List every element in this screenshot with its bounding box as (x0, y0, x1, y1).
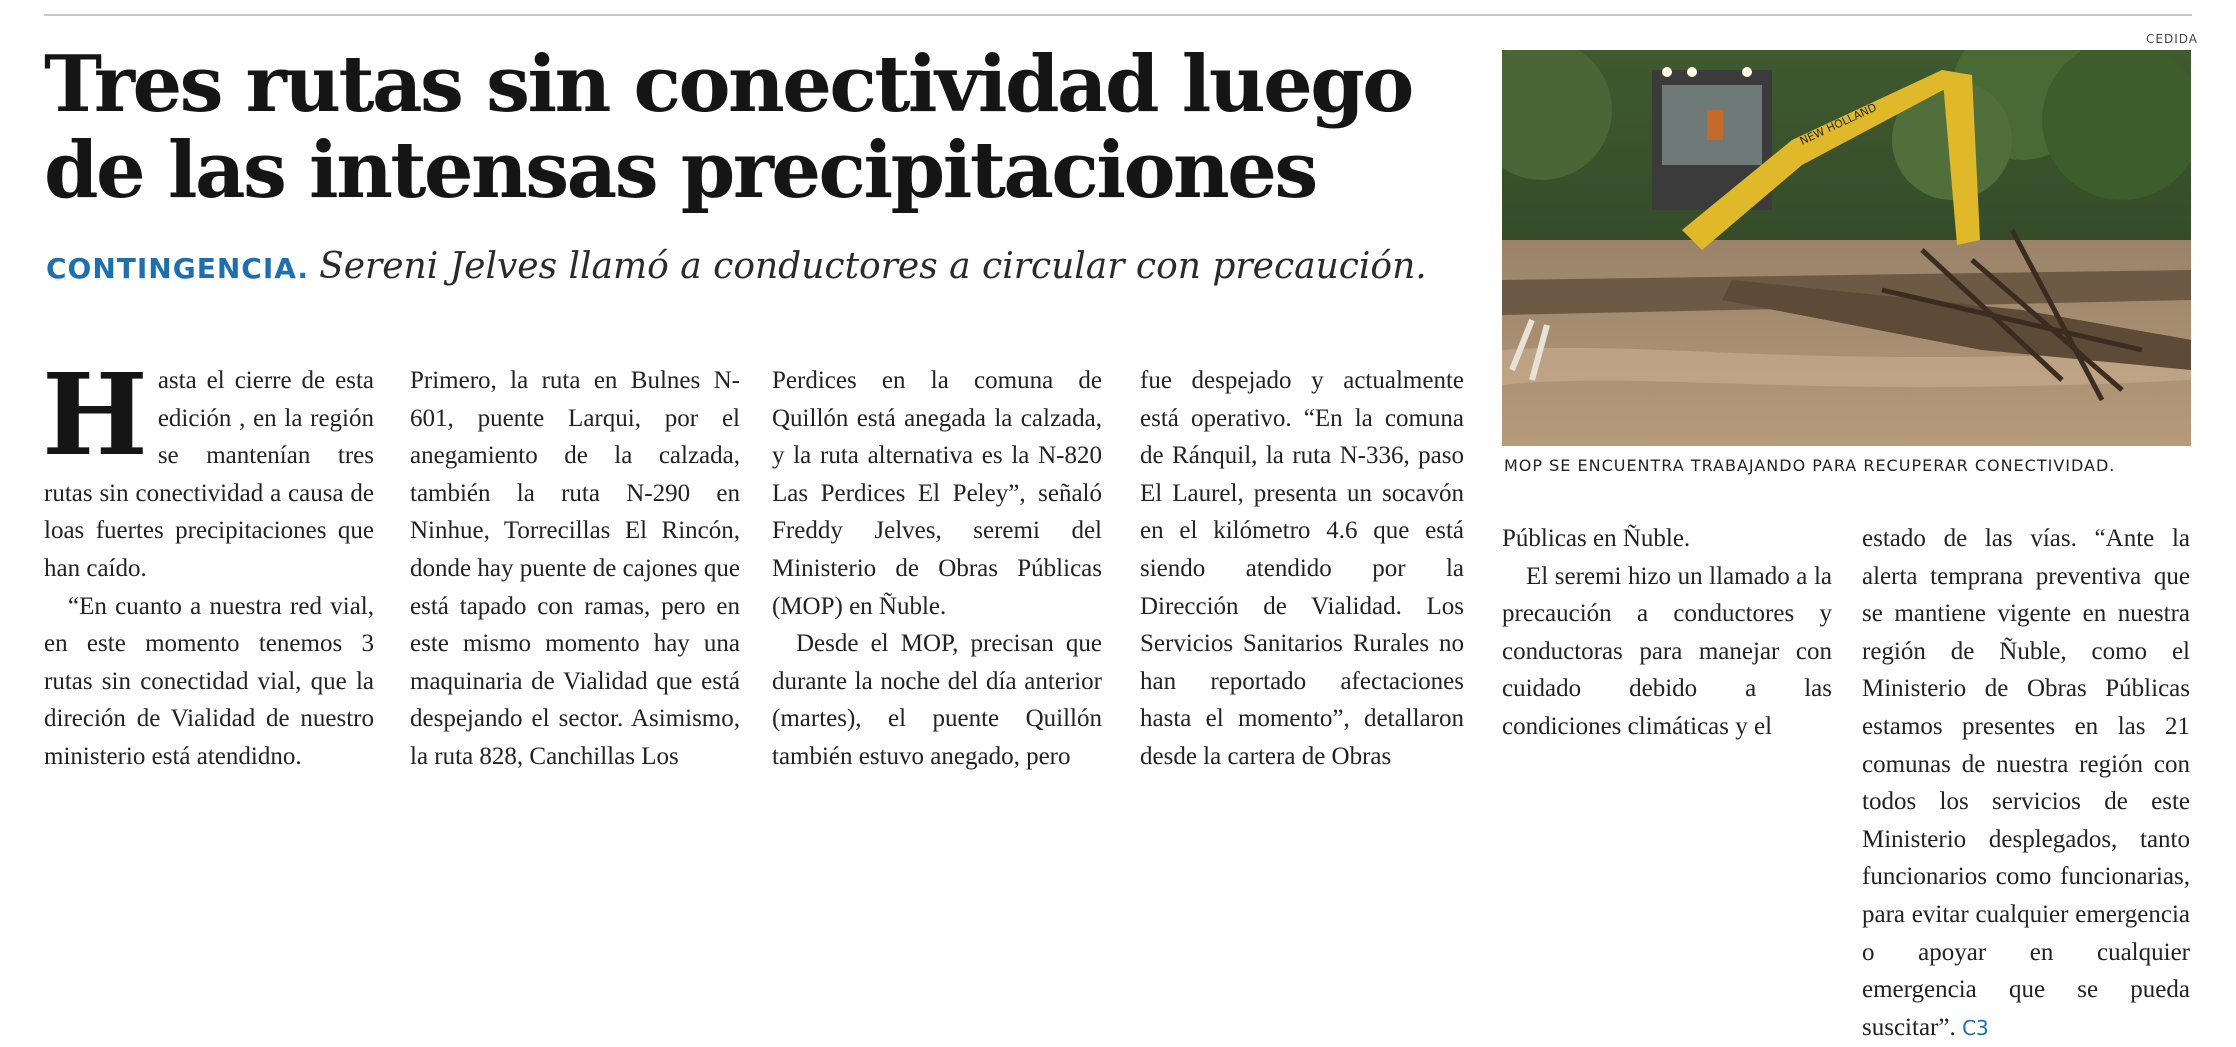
machine-brand-text: NEW HOLLAND (1797, 100, 1879, 148)
headline: Tres rutas sin conectividad luego de las intensas precipitaciones (44, 39, 1412, 216)
article-column-2 (410, 362, 740, 776)
photo-credit: CEDIDA (2146, 32, 2198, 46)
article-paragraph: Públicas en Ñuble. (1502, 525, 1691, 552)
photo-caption: MOP SE ENCUENTRA TRABAJANDO PARA RECUPERAR CONECTIVIDAD. (1504, 456, 2116, 475)
article-column-4 (1140, 362, 1464, 776)
top-rule (44, 14, 2192, 16)
end-of-article-mark: C3 (1955, 1015, 1989, 1040)
article-column-6 (1862, 520, 2190, 1047)
article-paragraph: Desde el MOP, precisan que durante la noche del día anterior (martes), el puente Quillón también estuvo anegado, pero (772, 630, 1102, 770)
article-column-3 (772, 362, 1102, 776)
article-paragraph: fue despejado y actualmente está operativo. “En la comuna de Ránquil, la ruta N-336, paso El Laurel, presenta un socavón en el kilómetro 4.6 que está siendo atendido por la Dirección de Vialidad. Los Servicios Sanitarios Rurales no han reportado afectaciones hasta el momento”, detallaron desde la cartera de Obras (1140, 367, 1464, 770)
article-column-1 (42, 350, 374, 776)
article-paragraph: Primero, la ruta en Bulnes N-601, puente Larqui, por el anegamiento de la calzada, también la ruta N-290 en Ninhue, Torrecillas El Rincón, donde hay puente de cajones que está tapado con ramas, pero en este mismo momento hay una maquinaria de Vialidad que está despejando el sector. Asimismo, la ruta 828, Canchillas Los (410, 367, 740, 770)
kicker-subtitle: Sereni Jelves llamó a conductores a circular con precaución. (319, 246, 1427, 287)
news-photo (1502, 50, 2191, 446)
article-paragraph: “En cuanto a nuestra red vial, en este momento tenemos 3 rutas sin conectidad vial, que la direción de Vialidad de nuestro ministerio está atendidno. (44, 592, 374, 770)
article-paragraph: El seremi hizo un llamado a la precaución a conductores y conductoras para manejar con cuidado debido a las condiciones climáticas y el (1502, 562, 1832, 740)
article-paragraph: estado de las vías. “Ante la alerta temprana preventiva que se mantiene vigente en nuestra región de Ñuble, como el Ministerio de Obras Públicas estamos presentes en las 21 comunas de nuestra región con todos los servicios de este Ministerio desplegados, tanto funcionarios como funcionarias, para evitar cualquier emergencia o apoyar en cualquier emergencia que se pueda suscitar”. C3 (1862, 525, 2190, 1041)
article-column-5 (1502, 520, 1832, 746)
excavator-in-flooded-river-photo (1502, 50, 2191, 446)
article-paragraph: Perdices en la comuna de Quillón está anegada la calzada, y la ruta alternativa es la N-820 Las Perdices El Peley”, señaló Freddy Jelves, seremi del Ministerio de Obras Públicas (MOP) en Ñuble. (772, 367, 1102, 620)
kicker (46, 246, 1427, 287)
kicker-label: CONTINGENCIA. (46, 252, 310, 285)
dropcap-letter: H (42, 350, 148, 481)
article-paragraph: Hasta el cierre de esta edición , en la región se mantenían tres rutas sin conectividad a causa de loas fuertes precipitaciones que han caído. (42, 350, 374, 582)
